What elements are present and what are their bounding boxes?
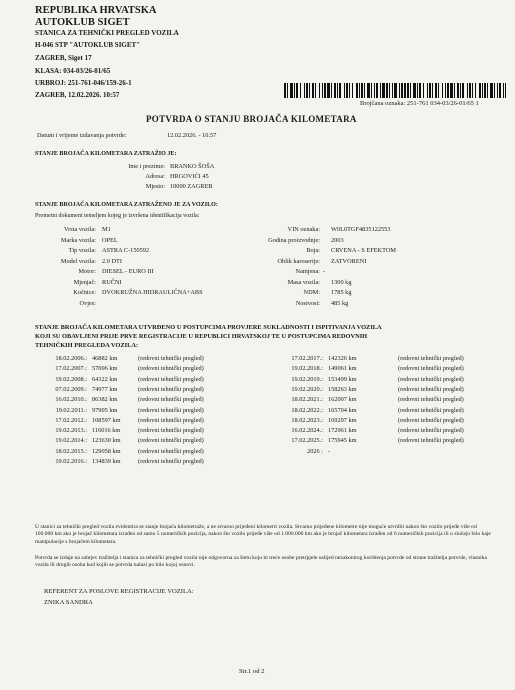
- barcode-bar: [331, 83, 332, 98]
- barcode-bar: [361, 83, 363, 98]
- header-organization: AUTOKLUB SIGET: [35, 17, 130, 28]
- note-odometer: U stanici za tehnički pregled vozila evidentira se stanje brojača kilometraže, a ne stvarno prijeđeni kilometri vozila. Stvarno prijeđene kilometre nije moguće utvrditi nakon što vozilo prijeđe više od 100.000 km ako je brojač kilometara izrađen od samo 5 numeričkih pozicija, nakon što vozilo prijeđe više od 1.000.000 km ako je brojač kilometara izrađen od 6 numeričkih pozicija ili u slučaju bilo kaje manipulacije s brojačem kilometara.: [35, 524, 491, 545]
- barcode-bar: [499, 83, 501, 98]
- vehicle-ndm-value: 1785 kg: [331, 289, 352, 296]
- barcode-bar: [359, 83, 360, 98]
- vehicle-model-label: Model vozila:: [60, 257, 96, 265]
- vehicle-engine-value: DIESEL - EURO III: [102, 268, 154, 275]
- barcode-bar: [334, 83, 336, 98]
- record-date: 18.02.2022.:: [291, 406, 323, 414]
- record-date: 17.02.2025.:: [291, 437, 323, 445]
- record-date: 19.02.2013.:: [55, 427, 87, 435]
- header-country: REPUBLIKA HRVATSKA: [35, 5, 157, 16]
- record-type: (redovni tehnički pregled): [398, 396, 464, 404]
- record-km: 175945 km: [328, 437, 357, 445]
- vehicle-color-label: Boja:: [306, 247, 320, 254]
- barcode-bar: [484, 83, 486, 98]
- barcode-bar: [312, 83, 314, 98]
- record-km: 86382 km: [92, 396, 118, 404]
- barcode-bar: [413, 83, 416, 98]
- requester-address-label: Adresa:: [145, 173, 165, 180]
- record-type: (redovni tehnički pregled): [138, 437, 204, 445]
- barcode-bar: [475, 83, 476, 98]
- vehicle-type-label: Vrsta vozila:: [64, 226, 96, 233]
- record-date: 17.02.2012.:: [55, 416, 87, 424]
- barcode-bar: [469, 83, 471, 98]
- barcode-bar: [300, 83, 301, 98]
- vehicle-body-value: ZATVORENI: [331, 257, 367, 265]
- barcode-bar: [429, 83, 431, 98]
- records-left-list: [30, 355, 260, 470]
- record-date: 16.02.2024.:: [291, 427, 323, 435]
- barcode-bar: [472, 83, 473, 98]
- record-km: 134839 km: [92, 458, 121, 465]
- record-type: (redovni tehnički pregled): [398, 365, 464, 373]
- record-km: 158263 km: [328, 385, 357, 393]
- vehicle-ndm-label: NDM:: [303, 289, 320, 296]
- document-title: POTVRDA O STANJU BROJAČA KILOMETARA: [146, 114, 357, 124]
- vehicle-model-type-label: Tip vozila:: [68, 247, 96, 254]
- vehicle-vin-value: W0L0TGF4835122553: [331, 226, 391, 233]
- record-type: (redovni tehnički pregled): [398, 437, 464, 445]
- records-right-list: [265, 355, 500, 470]
- record-km: 172961 km: [328, 427, 357, 435]
- vehicle-left-column: [35, 226, 255, 310]
- barcode-bar: [401, 83, 403, 98]
- barcode-bar: [457, 83, 459, 98]
- barcode-bar: [386, 83, 388, 98]
- vehicle-mass-label: Masa vozila:: [287, 278, 320, 286]
- vehicle-model-value: 2.0 DTI: [102, 257, 122, 265]
- vehicle-brakes-label: Kočnice:: [73, 289, 96, 296]
- issue-date-label: Datum i vrijeme izdavanja potvrde:: [37, 132, 127, 139]
- record-date: 18.02.2006.:: [55, 355, 87, 362]
- barcode-bar: [367, 83, 370, 98]
- records-heading: [35, 323, 382, 351]
- barcode-bar: [296, 83, 298, 98]
- requester-city-value: 10000 ZAGREB: [170, 183, 213, 190]
- record-km: 64322 km: [92, 375, 118, 383]
- record-date: 19.02.2014.:: [55, 437, 87, 445]
- vehicle-model-type-value: ASTRA C-150592: [102, 247, 150, 254]
- record-date: 17.02.2007.:: [55, 365, 87, 373]
- vehicle-subheading: Prometni dokument temeljem kojeg je izvršena identifikacija vozila:: [35, 213, 200, 219]
- barcode-bar: [327, 83, 330, 98]
- record-km: 142326 km: [328, 355, 357, 362]
- records-heading-line-3: TEHNIČKIH PREGLEDA VOZILA:: [35, 342, 139, 350]
- header-station-code: H-046 STP "AUTOKLUB SIGET": [35, 41, 141, 49]
- record-km: 74977 km: [92, 385, 118, 393]
- vehicle-heading: STANJE BROJAČA KILOMETARA ZATRAŽENO JE ZA VOZILO:: [35, 202, 218, 208]
- record-type: (redovni tehnički pregled): [138, 406, 204, 414]
- header-urbroj: URBROJ: 251-761-046/159-26-1: [35, 79, 132, 87]
- barcode-bar: [435, 83, 437, 98]
- barcode-bar: [290, 83, 293, 98]
- barcode-bar: [337, 83, 338, 98]
- vehicle-purpose-value: -: [323, 268, 326, 275]
- record-km: 123630 km: [92, 437, 121, 445]
- barcode-bar: [442, 83, 443, 98]
- vehicle-right-column: [245, 226, 485, 310]
- barcode-bar: [352, 83, 353, 98]
- barcode-bar: [394, 83, 397, 98]
- record-type: (redovni tehnički pregled): [138, 396, 204, 404]
- record-km: 108597 km: [92, 416, 121, 424]
- barcode-bar: [392, 83, 393, 98]
- record-type: (redovni tehnički pregled): [138, 355, 204, 362]
- barcode-bar: [306, 83, 308, 98]
- record-type: (redovni tehnički pregled): [398, 416, 464, 424]
- barcode-bar: [322, 83, 323, 98]
- note-liability: Potvrda se izdaje na zahtjev tražitelja i stanica za tehnički pregled vozila nije odgovorna za štetu koju bi treće osobe pretrpjele uslijed nezakonitog korištenja potvrde od strane tražitelja potvrde, vlasnika vozila ili drugih osoba kod kojih se potvrda nalazi po bilo kojoj osnovi.: [35, 555, 487, 569]
- header-address: ZAGREB, Siget 17: [35, 54, 92, 62]
- record-type: (redovni tehnički pregled): [138, 365, 204, 373]
- requester-address-value: HRGOVIĆI 45: [170, 173, 209, 180]
- record-date: 18.02.2023.:: [291, 416, 323, 424]
- barcode-bar: [371, 83, 372, 98]
- record-km: 153499 km: [328, 375, 357, 383]
- barcode-bar: [404, 83, 406, 98]
- vehicle-make-value: OPEL: [102, 236, 118, 244]
- barcode-bar: [487, 83, 488, 98]
- record-km: 165704 km: [328, 406, 357, 414]
- barcode-bar: [497, 83, 498, 98]
- header-klasa: KLASA: 034-03/26-01/65: [35, 67, 111, 75]
- vehicle-make-label: Marka vozila:: [60, 236, 96, 244]
- record-date: 19.02.2019.:: [291, 375, 323, 383]
- vehicle-mass-value: 1300 kg: [331, 278, 352, 286]
- record-date: 16.02.2010.:: [55, 396, 87, 404]
- record-km: 149061 km: [328, 365, 357, 373]
- vehicle-year-label: Godina proizvodnje:: [268, 236, 320, 244]
- barcode-bar: [482, 83, 483, 98]
- record-type: (redovni tehnički pregled): [138, 427, 204, 435]
- record-date: 19.02.2011.:: [55, 406, 87, 414]
- barcode-bar: [467, 83, 468, 98]
- barcode-bar: [454, 83, 455, 98]
- header-station-type: STANICA ZA TEHNIČKI PREGLED VOZILA: [35, 29, 179, 37]
- barcode-bar: [309, 83, 310, 98]
- barcode-bar: [432, 83, 433, 98]
- barcode-bar: [423, 83, 424, 98]
- barcode: [284, 83, 506, 98]
- barcode-bar: [410, 83, 411, 98]
- barcode-bar: [380, 83, 381, 98]
- vehicle-purpose-label: Namjena:: [295, 268, 320, 275]
- barcode-bar: [374, 83, 375, 98]
- record-type: (redovni tehnički pregled): [138, 458, 204, 465]
- barcode-bar: [389, 83, 390, 98]
- barcode-bar: [479, 83, 481, 98]
- record-type: (redovni tehnički pregled): [398, 406, 464, 414]
- vehicle-gearbox-value: RUČNI: [102, 278, 122, 286]
- barcode-bar: [407, 83, 409, 98]
- barcode-bar: [450, 83, 453, 98]
- requester-heading: STANJE BROJAČA KILOMETARA ZATRAŽIO JE:: [35, 151, 177, 157]
- signature-name: ZNIKA SANDRA: [44, 599, 93, 606]
- barcode-bar: [447, 83, 449, 98]
- barcode-bar: [438, 83, 439, 98]
- record-type: (redovni tehnički pregled): [138, 385, 204, 393]
- record-date: 17.02.2017.:: [291, 355, 323, 362]
- barcode-bar: [382, 83, 385, 98]
- record-date: 19.02.2018.:: [291, 365, 323, 373]
- vehicle-gearbox-label: Mjenjač:: [73, 278, 96, 286]
- vehicle-payload-value: 485 kg: [331, 299, 349, 307]
- barcode-bar: [284, 83, 286, 98]
- record-km: 57006 km: [92, 365, 118, 373]
- vehicle-engine-label: Motor:: [78, 268, 96, 275]
- barcode-bar: [460, 83, 461, 98]
- barcode-bar: [462, 83, 464, 98]
- barcode-caption: Brojčana oznaka: 251-761 034-03/26-01/65 1: [360, 100, 479, 107]
- record-date: 19.02.2008.:: [55, 375, 87, 383]
- vehicle-suspension-label: Ovjes:: [79, 299, 96, 307]
- record-type: (redovni tehnički pregled): [398, 375, 464, 383]
- record-type: (redovni tehnički pregled): [138, 447, 204, 455]
- vehicle-vin-label: VIN oznaka:: [287, 226, 320, 233]
- header-date: ZAGREB, 12.02.2026. 10:57: [35, 91, 120, 99]
- issue-date-value: 12.02.2026. - 10.57: [167, 132, 217, 139]
- vehicle-body-label: Oblik karoserije:: [277, 257, 320, 265]
- vehicle-payload-label: Nosivost:: [295, 299, 320, 307]
- barcode-bar: [349, 83, 350, 98]
- barcode-bar: [287, 83, 288, 98]
- barcode-bar: [419, 83, 421, 98]
- requester-name-value: BRANKO ŠOŠA: [170, 163, 215, 170]
- record-type: (redovni tehnički pregled): [398, 355, 464, 362]
- barcode-bar: [356, 83, 358, 98]
- barcode-bar: [399, 83, 400, 98]
- barcode-bar: [503, 83, 504, 98]
- record-type: (redovni tehnički pregled): [398, 427, 464, 435]
- barcode-bar: [494, 83, 495, 98]
- barcode-bar: [304, 83, 305, 98]
- records-heading-line-1: STANJE BROJAČA KILOMETARA UTVRĐENO U POSTUPCIMA PROVJERE SUKLADNOSTI I ISPITIVANJA VOZILA: [35, 324, 382, 331]
- record-date: 19.02.2016.:: [55, 458, 87, 465]
- barcode-bar: [344, 83, 345, 98]
- record-date: 19.02.2020.:: [291, 385, 323, 393]
- barcode-bar: [315, 83, 316, 98]
- barcode-bar: [346, 83, 348, 98]
- record-date: 18.02.2015.:: [55, 447, 87, 455]
- barcode-bar: [505, 83, 506, 98]
- record-km: -: [328, 447, 331, 455]
- record-km: 116016 km: [92, 427, 121, 435]
- vehicle-brakes-value: DVOKRUŽNA HIDRAULIČNA+ABS: [102, 289, 203, 296]
- barcode-bar: [417, 83, 418, 98]
- barcode-bar: [339, 83, 341, 98]
- record-km: 46882 km: [92, 355, 118, 362]
- barcode-bar: [294, 83, 295, 98]
- record-date: 07.02.2009.:: [55, 385, 87, 393]
- vehicle-year-value: 2003: [331, 236, 344, 244]
- barcode-bar: [490, 83, 493, 98]
- barcode-bar: [427, 83, 428, 98]
- record-km: 162007 km: [328, 396, 357, 404]
- record-km: 97905 km: [92, 406, 118, 414]
- record-km: 129058 km: [92, 447, 121, 455]
- record-date: 18.02.2021.:: [291, 396, 323, 404]
- record-type: (redovni tehnički pregled): [138, 375, 204, 383]
- record-type: (redovni tehnički pregled): [138, 416, 204, 424]
- barcode-bar: [324, 83, 326, 98]
- records-heading-line-2: KOJI SU OBAVLJENI PRIJE PRVE REGISTRACIJE U REPUBLICI HRVATSKOJ TE U POSTUPCIMA REDOVNIH: [35, 333, 368, 341]
- page-number: Str.1 od 2: [239, 668, 265, 675]
- requester-name-label: Ime i prezime:: [128, 163, 165, 170]
- barcode-bar: [376, 83, 378, 98]
- barcode-bar: [364, 83, 365, 98]
- barcode-bar: [319, 83, 320, 98]
- record-type: (redovni tehnički pregled): [398, 385, 464, 393]
- barcode-bar: [445, 83, 446, 98]
- requester-city-label: Mjesto:: [145, 183, 165, 190]
- signature-label: REFERENT ZA POSLOVE REGISTRACIJE VOZILA:: [44, 588, 194, 595]
- record-date: 2026 :: [307, 447, 323, 455]
- vehicle-color-value: CRVENA - S EFEKTOM: [331, 247, 396, 254]
- record-km: 169297 km: [328, 416, 357, 424]
- vehicle-type-value: M1: [102, 226, 111, 233]
